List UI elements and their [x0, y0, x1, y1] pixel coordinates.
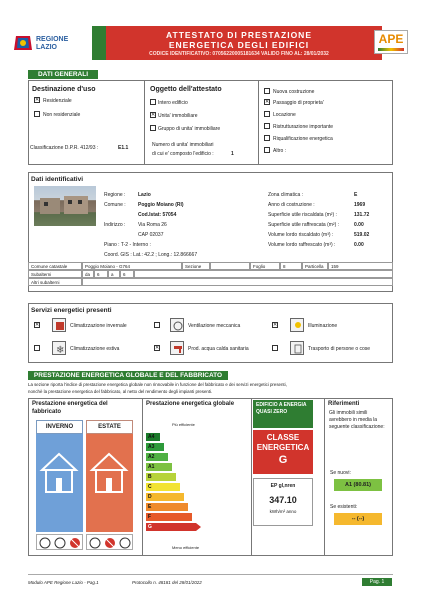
estate-house-icon	[86, 434, 133, 532]
meno-efficiente: Meno efficiente	[172, 545, 200, 550]
subalterni-label: Subalterni	[28, 270, 82, 278]
fabbricato-title-1: Prestazione energetica del	[32, 401, 108, 407]
svc-est-checkbox[interactable]	[34, 345, 40, 351]
smiley-icons	[37, 535, 84, 551]
title-line-2: ENERGETICA DEGLI EDIFICI	[168, 40, 310, 50]
zona-value: E	[354, 192, 358, 198]
svc-illum-label: Illuminazione	[308, 323, 338, 329]
foglio-label: Foglio	[250, 262, 280, 270]
svc-inv-checkbox[interactable]: ✕	[35, 322, 40, 328]
estate-smileys	[86, 534, 133, 550]
ep-box	[253, 478, 313, 526]
residenziale-checkbox[interactable]: ✕	[35, 97, 40, 103]
ident-title: Dati identificativi	[31, 176, 84, 183]
passaggio-label: Passaggio di proprieta'	[273, 100, 324, 106]
footer-modulo: Modulo APE Regione Lazio - Pag.1	[28, 580, 99, 585]
riqualificazione-checkbox[interactable]	[264, 135, 270, 141]
numero-label-2: di cui e' composto l'edificio :	[152, 151, 214, 157]
inverno-smileys	[36, 534, 83, 550]
se-nuovi-label: Se nuovi:	[330, 470, 351, 476]
class-bar-a4: A4	[146, 433, 160, 441]
class-bar-a3: A3	[146, 443, 164, 451]
svc-trasp-label: Trasporto di persone o cose	[308, 346, 371, 352]
sup-raff-value: 0.00	[354, 222, 364, 228]
smiley-icons-estate	[87, 535, 134, 551]
intro-line-1: La sezione riporta l'indice di prestazione energetica globale non rinnovabile in funzione del fabbricato e dei servizi energetici presenti,	[28, 382, 287, 387]
elevator-icon	[290, 341, 304, 355]
unita-immobiliare-label: Unita' immobiliare	[158, 113, 198, 119]
regione-value: Lazio	[138, 192, 151, 198]
nuova-costruzione-label: Nuova costruzione	[273, 89, 315, 95]
ep-value: 347.10	[269, 495, 297, 505]
indirizzo-value: Via Roma 26	[138, 222, 167, 228]
sup-risc-value: 131.72	[354, 212, 370, 218]
altri-sub-value	[82, 278, 393, 286]
footer-rule	[28, 574, 393, 575]
sup-risc-label: Superficie utile riscaldata (m²) :	[268, 212, 337, 218]
fabbricato-title-2: fabbricato	[32, 409, 62, 415]
comune-cat-label: Comune catastale	[28, 262, 82, 270]
comune-label: Comune :	[104, 202, 126, 208]
ristrutturazione-label: Ristrutturazione importante	[273, 124, 334, 130]
vol-raff-label: Volume lordo raffrescato (m³) :	[268, 242, 336, 248]
svc-vent-checkbox[interactable]	[154, 322, 160, 328]
ep-unit: kWh/m² anno	[269, 509, 297, 514]
cap-value: CAP 02037	[138, 232, 164, 238]
vol-risc-label: Volume lordo riscaldato (m³) :	[268, 232, 334, 238]
sezione-value	[210, 262, 250, 270]
locazione-checkbox[interactable]	[264, 111, 270, 117]
classe-label: CLASSE ENERGETICA	[256, 433, 310, 452]
ventilation-icon	[170, 318, 184, 332]
region-logo-icon	[12, 34, 34, 52]
footer-protocollo: Protocollo n. 48181 del 28/01/2022	[132, 580, 202, 585]
class-bar-e: E	[146, 503, 188, 511]
region-logo	[12, 34, 34, 52]
coord-value: Coord. GIS : Lat.: 42.2 ; Long.: 12.866667	[104, 252, 198, 258]
istat-value: Cod.Istat: 57054	[138, 212, 177, 218]
class-bar-d: D	[146, 493, 184, 501]
estate-header	[86, 420, 133, 434]
piu-efficiente: Più efficiente	[172, 422, 195, 427]
regione-label: Regione :	[104, 192, 126, 198]
sub-1: 6	[94, 270, 108, 278]
classe-box	[253, 430, 313, 474]
rif-title: Riferimenti	[328, 401, 360, 407]
sub-2: 6	[120, 270, 134, 278]
class-bar-a1: A1	[146, 463, 172, 471]
se-esistenti-label: Se esistenti:	[330, 504, 358, 510]
sub-a: a	[108, 270, 120, 278]
non-residenziale-label: Non residenziale	[43, 112, 81, 118]
services-title: Servizi energetici presenti	[31, 307, 112, 314]
intero-edificio-label: Intero edificio	[158, 100, 188, 106]
locazione-label: Locazione	[273, 112, 296, 118]
vol-risc-value: 519.02	[354, 232, 370, 238]
code-line: CODICE IDENTIFICATIVO: 07056220005181634 VALIDO FINO AL: 28/01/2032	[149, 51, 329, 57]
piano-value: Piano : T-2 - Interno :	[104, 242, 151, 248]
numero-value: 1	[231, 151, 234, 157]
comune-value: Poggio Moiano (RI)	[138, 202, 184, 208]
tap-icon	[170, 341, 184, 355]
rif-text: Gli immobili simili avrebbero in media la seguente classificazione:	[329, 410, 385, 430]
svc-est-label: Climatizzazione estiva	[70, 346, 120, 352]
radiator-icon	[52, 318, 66, 332]
class-g-pointer-icon	[196, 523, 201, 531]
oggetto-title: Oggetto dell'attestato	[150, 86, 222, 93]
altri-sub-label: Altri subalterni	[28, 278, 82, 286]
svg-text:❄: ❄	[56, 345, 65, 356]
zona-label: Zona climatica :	[268, 192, 304, 198]
passaggio-checkbox[interactable]: ✕	[265, 99, 270, 105]
svc-acs-label: Prod. acqua calda sanitaria	[188, 346, 249, 352]
title-line-1: ATTESTATO DI PRESTAZIONE	[166, 30, 312, 40]
building-photo	[34, 186, 96, 226]
inverno-header	[36, 420, 83, 434]
indirizzo-label: Indirizzo :	[104, 222, 126, 228]
classificazione-value: E1.1	[118, 145, 129, 151]
numero-label-1: Numero di unita' immobiliari	[152, 142, 214, 148]
inverno-panel	[36, 434, 83, 532]
nzeb-label: EDIFICIO A ENERGIA QUASI ZERO	[256, 402, 307, 415]
estate-panel	[86, 434, 133, 532]
anno-label: Anno di costruzione :	[268, 202, 315, 208]
residenziale-label: Residenziale	[43, 98, 72, 104]
sezione-label: Sezione	[182, 262, 210, 270]
comune-cat-value: Poggio Moiano - G764	[82, 262, 182, 270]
section-dati-generali: DATI GENERALI	[28, 70, 98, 79]
inverno-house-icon	[36, 434, 83, 532]
lightbulb-icon	[290, 318, 304, 332]
class-bar-g: G	[146, 523, 196, 531]
vol-raff-value: 0.00	[354, 242, 364, 248]
class-bar-a2: A2	[146, 453, 168, 461]
altro-label: Altro :	[273, 148, 287, 154]
region-name: REGIONE LAZIO	[36, 36, 69, 51]
gruppo-label: Gruppo di unita' immobiliare	[158, 126, 221, 132]
particella-value: 159	[328, 262, 393, 270]
anno-value: 1969	[354, 202, 366, 208]
intero-edificio-checkbox[interactable]	[150, 99, 156, 105]
svc-acs-checkbox[interactable]: ✕	[155, 345, 160, 351]
sub-rest	[134, 270, 393, 278]
foglio-value: 8	[280, 262, 302, 270]
riqualificazione-label: Riqualificazione energetica	[273, 136, 333, 142]
se-esistenti-value: -- (--)	[334, 513, 382, 525]
footer-page: Pag. 1	[362, 578, 392, 586]
svc-inv-label: Climatizzazione invernale	[70, 323, 127, 329]
ape-logo	[374, 30, 408, 54]
class-bar-f: F	[146, 513, 192, 521]
intro-line-2: nonchè la prestazione energetica del fabbricato, al netto del rendimento degli impianti presenti.	[28, 389, 213, 394]
class-bar-b: B	[146, 473, 176, 481]
cooling-icon	[52, 341, 66, 355]
dest-title: Destinazione d'uso	[32, 86, 96, 93]
section-prestazione: PRESTAZIONE ENERGETICA GLOBALE E DEL FABBRICATO	[28, 371, 228, 380]
ape-logo-text: APE	[378, 32, 404, 46]
ep-label: EP gl,nren	[270, 483, 296, 489]
svc-trasp-checkbox[interactable]	[272, 345, 278, 351]
estate-label: ESTATE	[98, 424, 121, 430]
nuova-costruzione-checkbox[interactable]	[264, 88, 270, 94]
classe-value: G	[278, 454, 288, 466]
non-residenziale-checkbox[interactable]	[34, 111, 40, 117]
se-nuovi-value: A1 (80.81)	[334, 479, 382, 491]
building-photo-image	[34, 186, 96, 226]
particella-label: Particella	[302, 262, 328, 270]
unita-immobiliare-checkbox[interactable]: ✕	[151, 112, 156, 118]
classificazione-label: Classificazione D.P.R. 412/93 :	[30, 145, 99, 151]
nzeb-box	[253, 400, 313, 428]
svc-vent-label: Ventilazione meccanica	[188, 323, 241, 329]
altro-checkbox[interactable]	[264, 147, 270, 153]
sup-raff-label: Superficie utile raffrescata (m²) :	[268, 222, 340, 228]
gruppo-checkbox[interactable]	[150, 125, 156, 131]
sub-da: da	[82, 270, 94, 278]
inverno-label: INVERNO	[45, 424, 74, 430]
ristrutturazione-checkbox[interactable]	[264, 123, 270, 129]
globale-title: Prestazione energetica globale	[146, 401, 235, 407]
class-bar-c: C	[146, 483, 180, 491]
svc-illum-checkbox[interactable]: ✕	[273, 322, 278, 328]
